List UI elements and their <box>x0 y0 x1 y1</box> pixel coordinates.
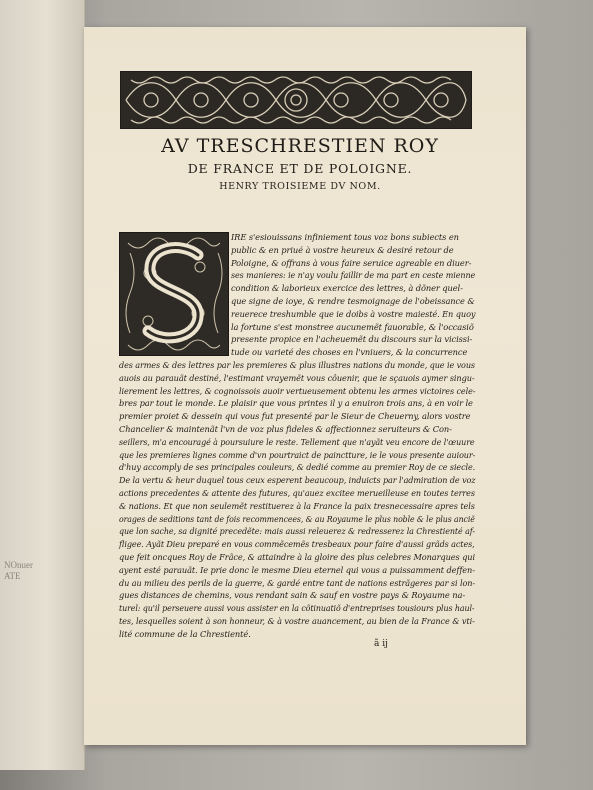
text-line: que lon sache, sa dignité precedẽte: mais aussi releuerez & redresserez la Chrestienté af- <box>119 526 475 537</box>
dedication-text <box>84 27 526 745</box>
text-line: du au milieu des perils de la guerre, & gardé entre tant de nations estrãgeres par si lon- <box>119 577 476 588</box>
text-line: Poloigne, & offrans à vous faire seruice agreable en diuer- <box>231 257 472 268</box>
page-title: AV TRESCHRESTIEN ROY <box>161 135 439 157</box>
text-line: Chancelier & maintenãt l'vn de voz plus fideles & affectionnez seruiteurs & Con- <box>119 424 452 434</box>
text-line: gues distances de chemins, vous rendant sain & sauf en vostre pays & Royaume na- <box>119 590 466 601</box>
text-line: auois au parauãt destiné, l'estimant vrayemẽt vous côuenir, que ie sçauois aymer singu- <box>119 372 475 383</box>
page-subtitle: DE FRANCE ET DE POLOIGNE. <box>187 161 413 176</box>
text-line: ayent esté parauãt. Ie prie donc le mesme Dieu eternel qui vous a puissamment deffen- <box>119 564 475 575</box>
text-line: que feit oncques Roy de Frãce, & attaindre à la gloire des plus celebres Monarques qui <box>119 552 476 562</box>
text-line: presente propice en l'acheuemẽt du discours sur la vicissi- <box>231 334 473 345</box>
text-line: & nations. Et que non seulemẽt restituerez à la France la paix tresnecessaire apres tels <box>119 500 475 511</box>
text-line: orages de seditions tant de fois recommencees, & au Royaume le plus noble & le plus anciẽ <box>119 513 475 524</box>
text-line: fligee. Ayãt Dieu preparé en vous commẽcemẽs tresbeaux pour faire d'aussi grãds actes, <box>119 539 475 550</box>
dedication-line: HENRY TROISIEME DV NOM. <box>219 181 381 192</box>
text-line: reuerece treshumble que ie doibs à vostre maiesté. En quoy <box>231 308 476 319</box>
text-line: IRE s'esiouissans infiniement tous voz bons subiects en <box>231 232 459 242</box>
book-page <box>84 27 526 745</box>
text-line: premier proiet & dessein qui vous fut presenté par le Sieur de Cheuerny, alors vostre <box>119 411 471 422</box>
text-line: ses manieres: ie n'ay voulu faillir de ma part en ceste mienne <box>231 270 476 281</box>
left-margin-text: NOnuer ATE <box>4 560 33 581</box>
text-line: tude ou varieté des choses en l'vniuers, & la concurrence <box>231 347 468 358</box>
text-line: des armes & des lettres par les premieres & plus illustres nations du monde, que ie vous <box>119 360 475 370</box>
text-line: la fortune s'est monstree aucunemẽt fauorable, & l'occasiõ <box>231 321 474 332</box>
text-line: d'huy accomply de ses principales couleurs, & dedié comme au premier Roy de ce siecle. <box>119 462 476 473</box>
text-line: bres par tout le monde. Le plaisir que vous printes il y a enuiron trois ans, à en voir le <box>119 398 473 409</box>
text-line: que signe de ioye, & rendre tesmoignage de l'obeissance & <box>231 296 475 306</box>
text-line: lierement les lettres, & cognoissois auoir vertueusement obtenu les armes victoires cele- <box>119 385 476 396</box>
text-line: que les premieres lignes comme d'vn pourtraict de painctture, ie le vous presente auiour- <box>119 449 476 460</box>
text-line: seillers, m'a encouragé à poursuiure le reste. Tellement que n'ayãt veu encore de l'œuure <box>119 436 475 447</box>
text-line: tes, lesquelles soient à son honneur, & à vostre auancement, au bien de la France & vti- <box>119 616 475 626</box>
text-line: lité commune de la Chrestienté. <box>119 628 251 639</box>
text-line: turel: qu'il perseuere aussi vous assister en la cõtinuatiõ d'entreprises tousiours plus haul- <box>119 603 475 614</box>
text-line: condition & laborieux exercice des lettres, à dõner quel- <box>231 283 463 294</box>
signature-mark: ã ij <box>374 639 388 649</box>
left-page-edge <box>0 0 85 770</box>
text-line: public & en priué à vostre heureux & desiré retour de <box>231 244 454 255</box>
text-line: actions precedentes & attente des futures, qu'auez excitee merueilleuse en toutes terres <box>119 488 475 498</box>
text-line: De la vertu & heur duquel tous ceux esperent beaucoup, induicts par l'admiration de voz <box>119 475 476 486</box>
